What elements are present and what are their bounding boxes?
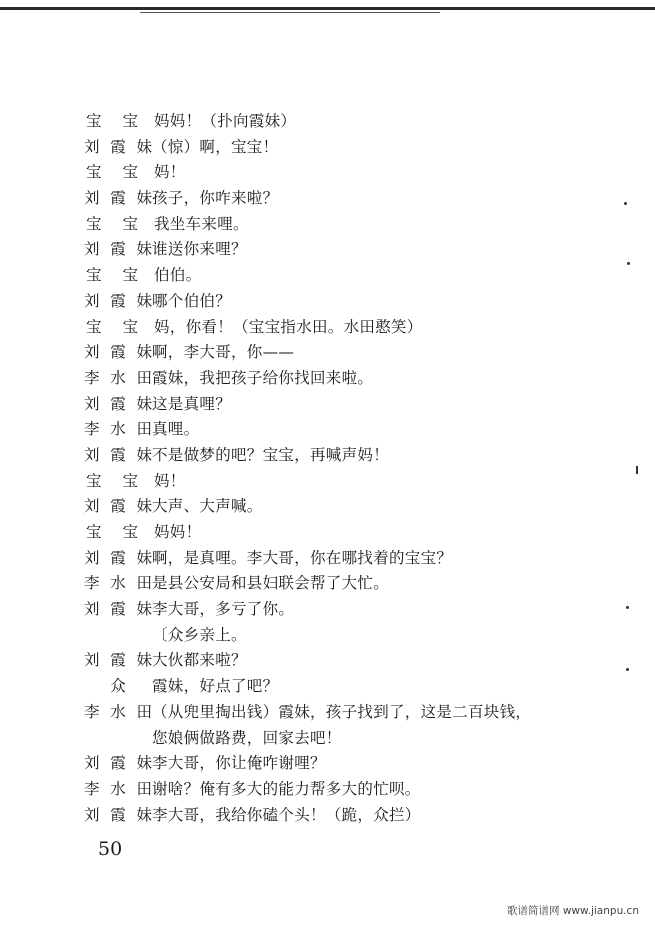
speaker-name: 刘霞妹: [84, 600, 152, 619]
speech-text: 啊，是真哩。李大哥，你在哪找着的宝宝？: [152, 548, 453, 567]
speaker-name: 刘霞妹: [84, 189, 152, 208]
page-number: 50: [98, 838, 123, 860]
dialogue-line: [84, 674, 584, 700]
top-rule: [0, 7, 655, 10]
speech-text: 我坐车来哩。: [154, 214, 249, 233]
speaker-name: [84, 726, 152, 752]
dialogue-line: [84, 546, 584, 572]
speaker-name: 刘霞妹: [84, 754, 152, 773]
dialogue-line: [84, 340, 584, 366]
dialogue-line: [84, 571, 584, 597]
scan-speck: [626, 606, 629, 609]
speaker-name: 刘霞妹: [84, 497, 152, 516]
speaker-name: 宝 宝: [86, 214, 138, 233]
speech-text: （从兜里掏出钱）霞妹，孩子找到了，这是二百块钱，: [152, 702, 532, 721]
scan-speck: [636, 466, 638, 474]
speaker-name: 刘霞妹: [84, 805, 152, 824]
speaker-name: 众: [110, 677, 126, 696]
speaker-name: 宝 宝: [86, 266, 138, 285]
speaker-name: 刘霞妹: [84, 240, 152, 259]
dialogue-line: [84, 366, 584, 392]
script-dialogue: [84, 109, 584, 828]
speaker-name: 宝 宝: [86, 112, 138, 130]
dialogue-line: [84, 186, 584, 212]
speech-text: 李大哥，你让俺咋谢哩？: [152, 754, 326, 773]
speaker-name: 李水田: [84, 368, 152, 387]
speech-text: 霞妹，我把孩子给你找回来啦。: [152, 368, 374, 387]
speech-text: 您娘俩做路费，回家去吧！: [152, 728, 342, 747]
speech-text: 妈妈！: [154, 523, 202, 541]
speaker-name: 宝 宝: [86, 471, 138, 490]
stage-direction-text: 〔众乡亲上。: [152, 625, 247, 644]
speaker-name: 李水田: [84, 420, 152, 439]
dialogue-line: [84, 135, 584, 161]
speech-text: 妈！: [154, 471, 186, 490]
speech-text: 谢啥？俺有多大的能力帮多大的忙呗。: [152, 779, 421, 798]
speaker-name: 李水田: [84, 779, 152, 798]
dialogue-line: [84, 212, 584, 238]
speech-text: 是县公安局和县妇联会帮了大忙。: [152, 574, 390, 593]
speaker-name: 宝 宝: [86, 523, 138, 541]
speech-text: 哪个伯伯？: [152, 291, 232, 310]
speech-text: 这是真哩？: [152, 394, 232, 413]
speaker-name: 李水田: [84, 702, 152, 721]
speech-text: 妈，你看！（宝宝指水田。水田憨笑）: [154, 317, 423, 336]
dialogue-continuation-line: [84, 726, 584, 752]
speaker-name: 刘霞妹: [84, 394, 152, 413]
speaker-name: 宝 宝: [86, 317, 138, 336]
speech-text: 谁送你来哩？: [152, 240, 247, 259]
speech-text: 真哩。: [152, 420, 200, 439]
dialogue-line: [84, 392, 584, 418]
dialogue-line: [84, 417, 584, 443]
speech-text: 妈妈！（扑向霞妹）: [154, 112, 297, 130]
speech-text: （惊）啊，宝宝！: [152, 137, 279, 156]
speech-text: 妈！: [154, 163, 186, 182]
dialogue-line: [84, 237, 584, 263]
scan-speck: [626, 668, 629, 671]
dialogue-line: [84, 494, 584, 520]
speech-text: 孩子，你咋来啦？: [152, 189, 279, 208]
speaker-name: 李水田: [84, 574, 152, 593]
speech-text: 霞妹，好点了吧？: [152, 677, 279, 696]
dialogue-line: [84, 803, 584, 829]
speech-text: 李大哥，多亏了你。: [152, 600, 295, 619]
speaker-name: 刘霞妹: [84, 137, 152, 156]
dialogue-line: [84, 263, 584, 289]
speech-text: 大伙都来啦？: [152, 651, 247, 670]
scan-speck: [624, 202, 627, 205]
watermark-text: 歌谱简谱网 www.jianpu.cn: [507, 905, 639, 917]
speaker-name: 刘霞妹: [84, 548, 152, 567]
dialogue-line: [84, 648, 584, 674]
speaker-name: 刘霞妹: [84, 445, 152, 464]
dialogue-line: [84, 751, 584, 777]
top-rule-thin: [140, 12, 440, 13]
dialogue-line: [84, 160, 584, 186]
speech-text: 大声、大声喊。: [152, 497, 263, 516]
speaker-name: 刘霞妹: [84, 343, 152, 362]
speaker-name: 刘霞妹: [84, 651, 152, 670]
dialogue-line: [84, 109, 584, 135]
dialogue-line: [84, 469, 584, 495]
speaker-name: 宝 宝: [86, 163, 138, 182]
dialogue-line: [84, 315, 584, 341]
speech-text: 不是做梦的吧？宝宝，再喊声妈！: [152, 445, 390, 464]
speaker-name: 刘霞妹: [84, 291, 152, 310]
dialogue-line: [84, 597, 584, 623]
dialogue-line: [84, 700, 584, 726]
speech-text: 伯伯。: [154, 266, 202, 285]
dialogue-line: [84, 289, 584, 315]
speech-text: 啊，李大哥，你——: [152, 343, 295, 362]
speaker-name: [84, 623, 152, 649]
speech-text: 李大哥，我给你磕个头！（跪，众拦）: [152, 805, 421, 824]
stage-direction-line: [84, 623, 584, 649]
dialogue-line: [84, 777, 584, 803]
dialogue-line: [84, 520, 584, 546]
scan-speck: [627, 262, 630, 265]
dialogue-line: [84, 443, 584, 469]
